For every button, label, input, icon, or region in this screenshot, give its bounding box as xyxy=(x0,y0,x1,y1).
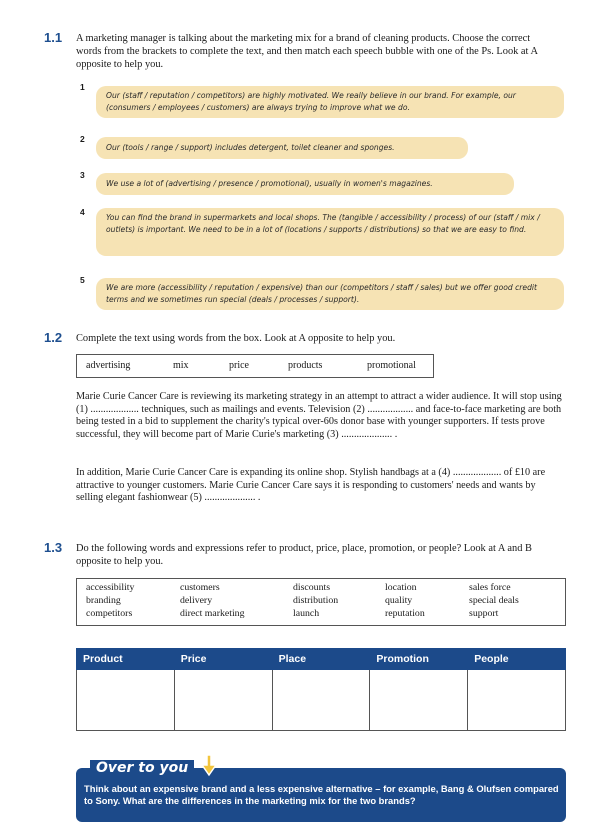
table-header-row xyxy=(77,649,566,670)
word-item: special deals xyxy=(469,594,519,606)
word-item: delivery xyxy=(180,594,213,606)
word-item: launch xyxy=(293,607,320,619)
column-header-promotion: Promotion xyxy=(370,649,468,670)
exercise-instruction: A marketing manager is talking about the marketing mix for a brand of cleaning products. Choose the correct words from the brackets to complete the text, and then match each speech bubble with one of the Ps. Look at A opposite to help you. xyxy=(76,33,538,70)
table-row xyxy=(77,670,566,731)
answer-cell[interactable] xyxy=(370,670,468,731)
word-column xyxy=(469,582,519,620)
word-item: distribution xyxy=(293,594,339,606)
speech-bubble: We use a lot of (advertising / presence / promotional), usually in women's magazines. xyxy=(96,173,514,195)
word-column xyxy=(385,582,425,620)
bubble-number: 5 xyxy=(80,275,85,285)
over-to-you-box xyxy=(76,760,566,822)
exercise-instruction: Complete the text using words from the box. Look at A opposite to help you. xyxy=(76,333,396,344)
speech-bubble: We are more (accessibility / reputation / expensive) than our (competitors / staff / sales) but we offer good credit terms and we sometimes run special (deals / processes / support). xyxy=(96,278,564,310)
word-item: support xyxy=(469,607,499,619)
exercise-number: 1.2 xyxy=(44,330,63,345)
word-item: competitors xyxy=(86,607,133,619)
word-column xyxy=(293,582,338,620)
exercise-instruction: Do the following words and expressions refer to product, price, place, promotion, or people? Look at A and B opposite to help you. xyxy=(76,543,532,567)
word-grid xyxy=(76,578,566,626)
text-paragraph: In addition, Marie Curie Cancer Care is expanding its online shop. Stylish handbags at a (4) ................... of £10 are attractive to younger customers. Marie Curie Cancer Care says it is responding to customers' needs and wants by selling elegant fashionwear (5) .................... . xyxy=(76,467,546,504)
over-to-you-title: Over to you xyxy=(90,760,194,776)
answer-cell[interactable] xyxy=(272,670,370,731)
bubble-number: 3 xyxy=(80,170,85,180)
word-column xyxy=(180,582,244,620)
bubble-number: 4 xyxy=(80,207,85,217)
answer-cell[interactable] xyxy=(174,670,272,731)
speech-bubble: Our (staff / reputation / competitors) are highly motivated. We really believe in our brand. For example, our (consumers / employees / customers) are always trying to improve what we do. xyxy=(96,86,564,118)
word-item: branding xyxy=(86,594,121,606)
word-item: direct marketing xyxy=(180,607,245,619)
answer-cell[interactable] xyxy=(77,670,175,731)
speech-bubble: Our (tools / range / support) includes detergent, toilet cleaner and sponges. xyxy=(96,137,468,159)
exercise-number: 1.1 xyxy=(44,30,63,45)
pointing-hand-icon xyxy=(198,754,220,778)
word-item: discounts xyxy=(293,582,331,593)
bubble-number: 2 xyxy=(80,134,85,144)
over-to-you-text: Think about an expensive brand and a less expensive alternative – for example, Bang & Olufsen compared to Sony. What are the differences in the marketing mix for the two brands? xyxy=(84,783,559,806)
speech-bubble: You can find the brand in supermarkets and local shops. The (tangible / accessibility / process) of our (staff / mix / outlets) is important. We need to be in a lot of (locations / supports / distributions) so that we are easy to find. xyxy=(96,208,564,256)
word-box-item: advertising xyxy=(86,360,131,371)
answer-cell[interactable] xyxy=(468,670,566,731)
word-item: quality xyxy=(385,594,413,606)
word-box xyxy=(76,354,434,378)
text-paragraph: Marie Curie Cancer Care is reviewing its marketing strategy in an attempt to attract a wider audience. It will stop using (1) ................... techniques, such as mailings and events. Television (2) .................. and face-to-face marketing are both being tested in a bid to supplement the charity's typical over-60s donor base with younger supporters. If tests prove successful, they will become part of Marie Curie's marketing (3) .................... . xyxy=(76,391,562,440)
word-column xyxy=(86,582,134,620)
word-box-item: price xyxy=(229,360,249,371)
word-item: sales force xyxy=(469,582,511,593)
answer-table xyxy=(76,648,566,731)
column-header-price: Price xyxy=(174,649,272,670)
word-box-item: products xyxy=(288,360,323,371)
word-item: customers xyxy=(180,582,220,593)
word-item: location xyxy=(385,582,417,593)
word-box-item: mix xyxy=(173,360,189,371)
word-box-item: promotional xyxy=(367,360,416,371)
column-header-place: Place xyxy=(272,649,370,670)
column-header-people: People xyxy=(468,649,566,670)
word-item: reputation xyxy=(385,607,425,619)
word-item: accessibility xyxy=(86,582,135,593)
exercise-number: 1.3 xyxy=(44,540,63,555)
bubble-number: 1 xyxy=(80,82,85,92)
column-header-product: Product xyxy=(77,649,175,670)
